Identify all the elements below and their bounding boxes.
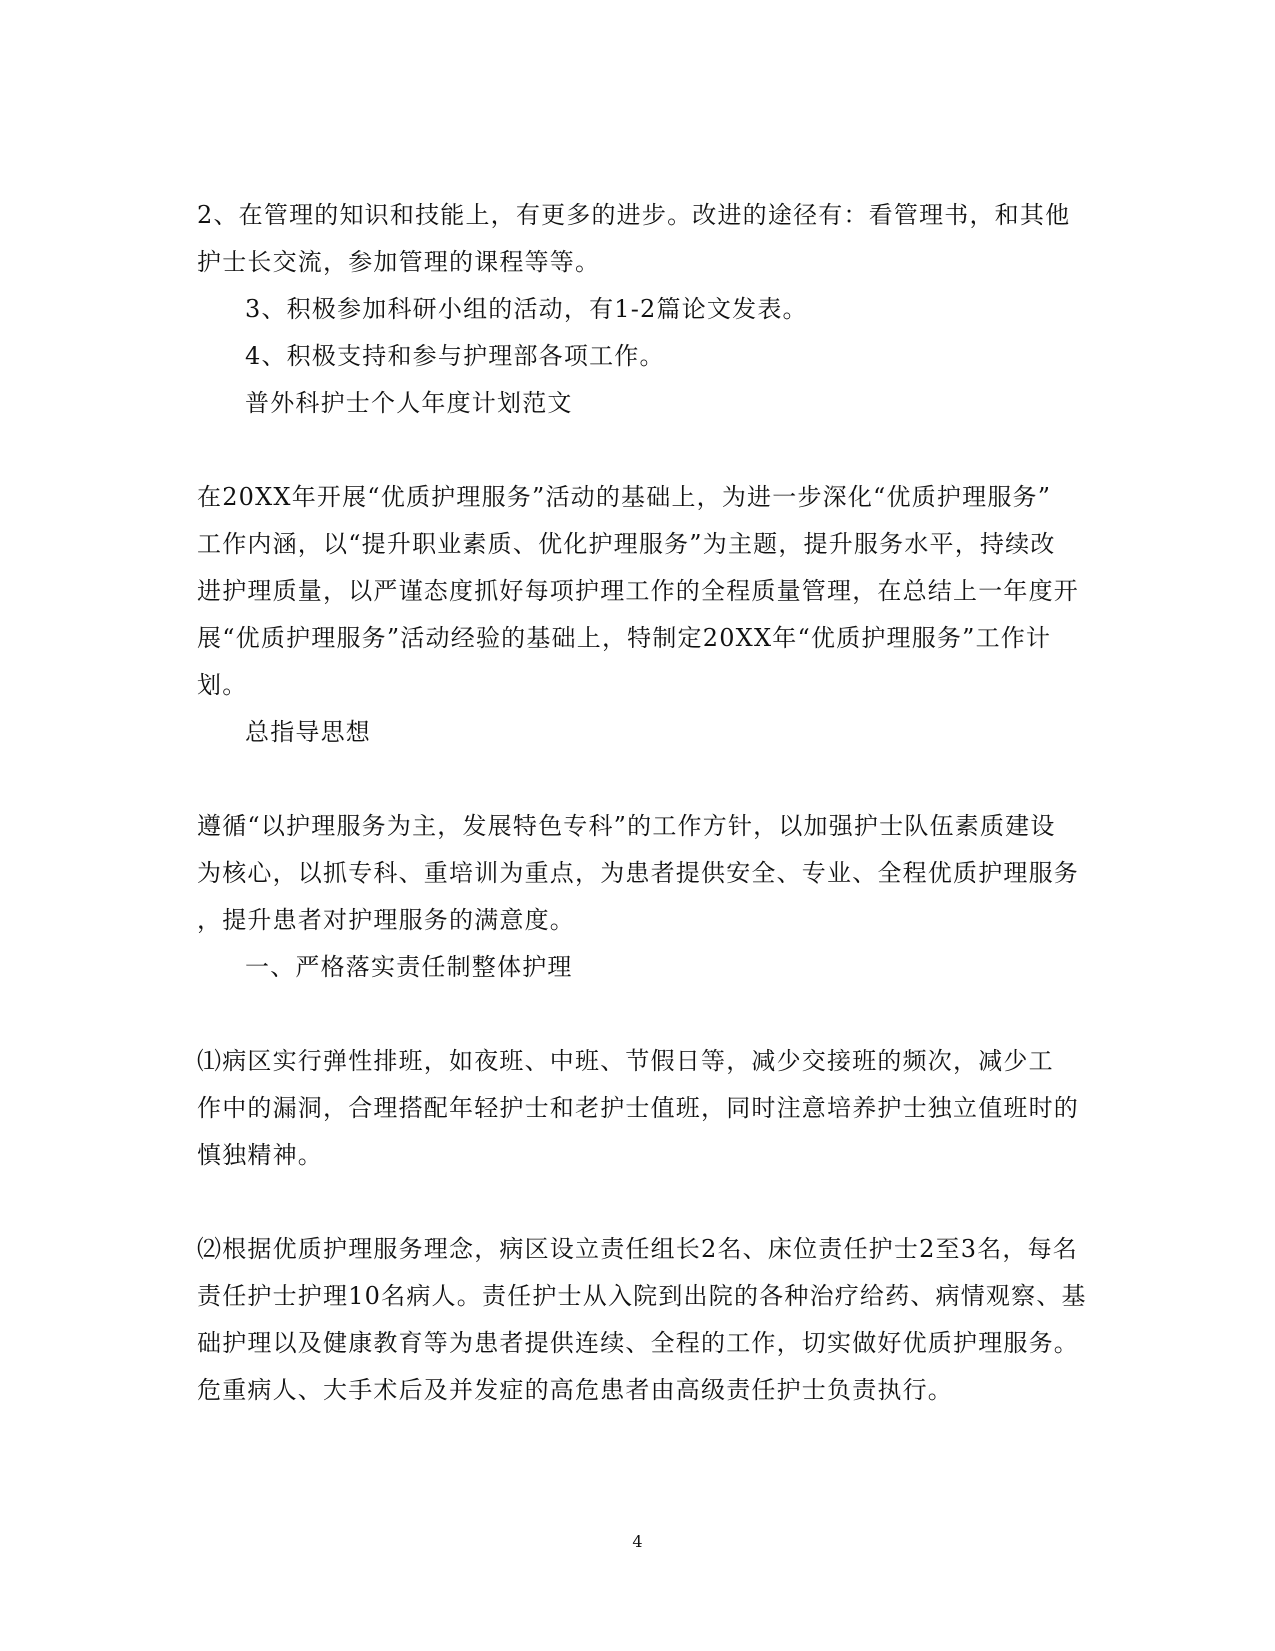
text-line: 为核心，以抓专科、重培训为重点，为患者提供安全、专业、全程优质护理服务 [197, 859, 1079, 887]
text-line: ⑴病区实行弹性排班，如夜班、中班、节假日等，减少交接班的频次，减少工 [197, 1047, 1054, 1075]
text-line: 2、在管理的知识和技能上，有更多的进步。改进的途径有：看管理书，和其他 [197, 201, 1071, 229]
text-line: 在20XX年开展“优质护理服务”活动的基础上，为进一步深化“优质护理服务” [197, 483, 1052, 511]
text-line: 护士长交流，参加管理的课程等等。 [197, 248, 601, 276]
text-line: 进护理质量，以严谨态度抓好每项护理工作的全程质量管理，在总结上一年度开 [197, 577, 1079, 605]
text-line: 础护理以及健康教育等为患者提供连续、全程的工作，切实做好优质护理服务。 [197, 1329, 1079, 1357]
page-number: 4 [632, 1532, 643, 1551]
section-heading: 普外科护士个人年度计划范文 [245, 389, 573, 417]
text-line: ⑵根据优质护理服务理念，病区设立责任组长2名、床位责任护士2至3名，每名 [197, 1235, 1079, 1263]
text-line: ，提升患者对护理服务的满意度。 [197, 906, 575, 934]
section-heading: 总指导思想 [245, 718, 371, 746]
text-line: 工作内涵，以“提升职业素质、优化护理服务”为主题，提升服务水平，持续改 [197, 530, 1056, 558]
text-line: 危重病人、大手术后及并发症的高危患者由高级责任护士负责执行。 [197, 1376, 953, 1404]
text-line: 慎独精神。 [197, 1141, 323, 1169]
text-line: 展“优质护理服务”活动经验的基础上，特制定20XX年“优质护理服务”工作计 [197, 624, 1052, 652]
text-line: 4、积极支持和参与护理部各项工作。 [245, 342, 665, 370]
text-line: 遵循“以护理服务为主，发展特色专科”的工作方针，以加强护士队伍素质建设 [197, 812, 1056, 840]
text-line: 3、积极参加科研小组的活动，有1-2篇论文发表。 [245, 295, 808, 323]
text-line: 责任护士护理10名病人。责任护士从入院到出院的各种治疗给药、病情观察、基 [197, 1282, 1087, 1310]
section-heading: 一、严格落实责任制整体护理 [245, 953, 573, 981]
text-line: 划。 [197, 671, 248, 699]
text-line: 作中的漏洞，合理搭配年轻护士和老护士值班，同时注意培养护士独立值班时的 [197, 1094, 1079, 1122]
